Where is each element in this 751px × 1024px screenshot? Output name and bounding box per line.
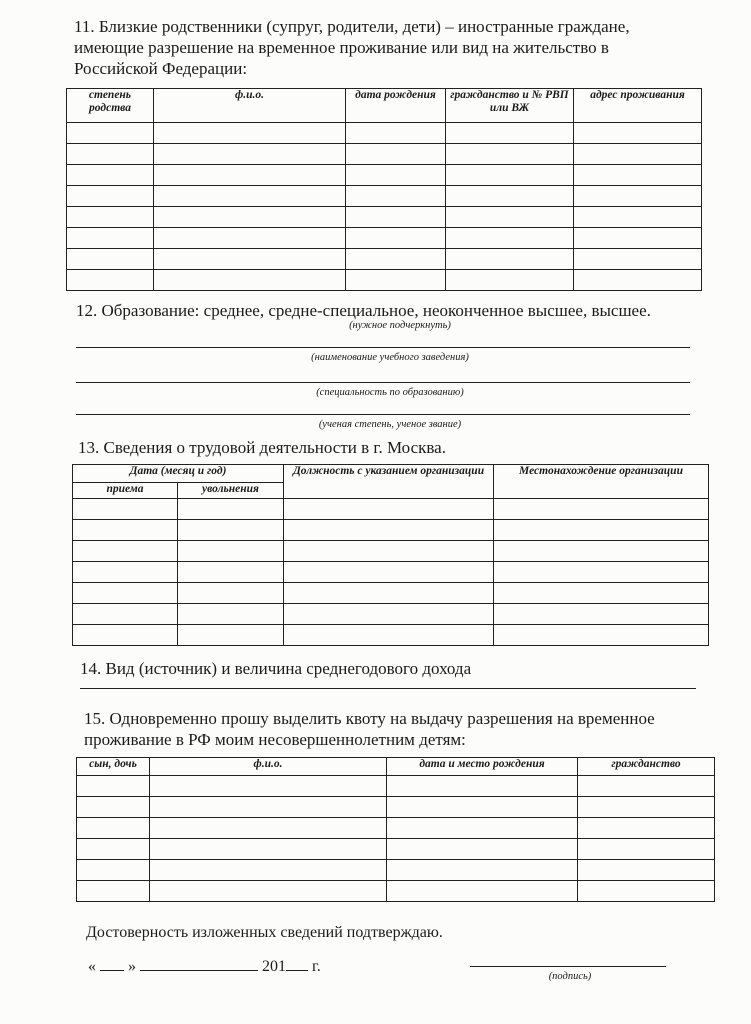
employment-header-hire: приема [73, 483, 178, 499]
table-cell[interactable] [494, 604, 709, 625]
table-cell[interactable] [178, 520, 284, 541]
table-cell[interactable] [73, 499, 178, 520]
table-cell[interactable] [77, 881, 150, 902]
year-prefix: 201 [262, 958, 286, 975]
table-cell[interactable] [150, 797, 387, 818]
table-cell[interactable] [77, 839, 150, 860]
table-cell[interactable] [154, 249, 346, 270]
table-cell[interactable] [67, 144, 154, 165]
table-cell[interactable] [178, 583, 284, 604]
note-institution: (наименование учебного заведения) [311, 352, 469, 363]
signature-note: (подпись) [548, 971, 592, 982]
employment-table [72, 464, 709, 646]
table-cell[interactable] [77, 860, 150, 881]
table-row[interactable] [77, 860, 715, 881]
declaration-text: Достоверность изложенных сведений подтверждаю. [86, 924, 443, 941]
table-row[interactable] [77, 839, 715, 860]
table-cell[interactable] [574, 228, 702, 249]
table-cell[interactable] [346, 123, 446, 144]
month-field[interactable] [140, 956, 258, 971]
table-cell[interactable] [387, 881, 578, 902]
table-cell[interactable] [494, 541, 709, 562]
employment-header-position: Должность с указанием организации [284, 465, 494, 499]
table-row[interactable] [73, 499, 709, 520]
table-cell[interactable] [178, 562, 284, 583]
table-cell[interactable] [73, 541, 178, 562]
table-row[interactable] [67, 249, 702, 270]
table-cell[interactable] [150, 881, 387, 902]
table-cell[interactable] [77, 776, 150, 797]
date-line [88, 956, 321, 976]
table-cell[interactable] [154, 207, 346, 228]
note-specialty: (специальность по образованию) [316, 387, 464, 398]
table-row[interactable] [67, 228, 702, 249]
table-row[interactable] [73, 562, 709, 583]
table-cell[interactable] [178, 625, 284, 646]
table-cell[interactable] [446, 270, 574, 291]
section-15-title-line1: 15. Одновременно прошу выделить квоту на выдачу разрешения на временное [84, 709, 655, 728]
table-cell[interactable] [73, 604, 178, 625]
table-cell[interactable] [578, 881, 715, 902]
table-cell[interactable] [67, 207, 154, 228]
table-cell[interactable] [73, 625, 178, 646]
table-cell[interactable] [150, 776, 387, 797]
employment-header-dismissal: увольнения [178, 483, 284, 499]
table-row[interactable] [67, 207, 702, 228]
table-cell[interactable] [284, 520, 494, 541]
table-cell[interactable] [446, 207, 574, 228]
table-row[interactable] [67, 186, 702, 207]
signature-line[interactable] [470, 966, 666, 967]
table-row[interactable] [77, 818, 715, 839]
table-cell[interactable] [494, 583, 709, 604]
children-header-citizenship: гражданство [578, 758, 715, 776]
table-cell[interactable] [578, 776, 715, 797]
institution-line[interactable] [76, 347, 690, 348]
section-11-title-line3: Российской Федерации: [74, 59, 248, 78]
table-cell[interactable] [578, 839, 715, 860]
table-cell[interactable] [574, 207, 702, 228]
table-cell[interactable] [284, 625, 494, 646]
table-cell[interactable] [346, 165, 446, 186]
table-cell[interactable] [346, 186, 446, 207]
table-cell[interactable] [178, 541, 284, 562]
table-cell[interactable] [67, 123, 154, 144]
table-row[interactable] [73, 583, 709, 604]
table-cell[interactable] [387, 776, 578, 797]
table-row[interactable] [67, 144, 702, 165]
employment-header-location: Местонахождение организации [494, 465, 709, 499]
table-cell[interactable] [67, 186, 154, 207]
table-cell[interactable] [284, 541, 494, 562]
table-cell[interactable] [446, 249, 574, 270]
table-row[interactable] [77, 881, 715, 902]
table-row[interactable] [67, 123, 702, 144]
table-row[interactable] [67, 165, 702, 186]
table-cell[interactable] [284, 499, 494, 520]
table-cell[interactable] [494, 520, 709, 541]
year-suffix: г. [312, 958, 321, 975]
quote-open: « [88, 958, 96, 975]
table-cell[interactable] [67, 270, 154, 291]
table-cell[interactable] [578, 860, 715, 881]
table-cell[interactable] [346, 249, 446, 270]
table-cell[interactable] [67, 249, 154, 270]
table-cell[interactable] [387, 797, 578, 818]
table-cell[interactable] [446, 186, 574, 207]
table-cell[interactable] [178, 604, 284, 625]
section-15-title-line2: проживание в РФ моим несовершеннолетним детям: [84, 730, 466, 749]
section-11-title-line1: 11. Близкие родственники (супруг, родители, дети) – иностранные граждане, [74, 17, 630, 36]
table-cell[interactable] [284, 583, 494, 604]
section-12-title: 12. Образование: среднее, средне-специальное, неоконченное высшее, высшее. [76, 301, 651, 320]
table-cell[interactable] [154, 228, 346, 249]
table-cell[interactable] [284, 562, 494, 583]
table-cell[interactable] [387, 818, 578, 839]
table-cell[interactable] [494, 625, 709, 646]
table-cell[interactable] [154, 144, 346, 165]
table-cell[interactable] [154, 123, 346, 144]
note-underline-needed: (нужное подчеркнуть) [349, 320, 451, 331]
table-cell[interactable] [73, 562, 178, 583]
children-header-relation: сын, дочь [77, 758, 150, 776]
table-cell[interactable] [578, 818, 715, 839]
table-row[interactable] [73, 604, 709, 625]
section-11-title-line2: имеющие разрешение на временное проживание или вид на жительство в [74, 38, 609, 57]
section-13-title: 13. Сведения о трудовой деятельности в г. Москва. [78, 438, 446, 457]
table-cell[interactable] [67, 228, 154, 249]
table-cell[interactable] [73, 583, 178, 604]
table-cell[interactable] [178, 499, 284, 520]
table-cell[interactable] [284, 604, 494, 625]
employment-header-date: Дата (месяц и год) [73, 465, 284, 483]
table-cell[interactable] [346, 228, 446, 249]
table-row[interactable] [73, 541, 709, 562]
table-row[interactable] [77, 776, 715, 797]
table-cell[interactable] [150, 860, 387, 881]
children-header-name: ф.и.о. [150, 758, 387, 776]
table-cell[interactable] [387, 839, 578, 860]
table-cell[interactable] [446, 144, 574, 165]
relatives-header-birthdate: дата рождения [346, 89, 446, 123]
table-cell[interactable] [578, 797, 715, 818]
relatives-header-relation: степень родства [67, 89, 154, 123]
table-cell[interactable] [150, 839, 387, 860]
table-cell[interactable] [574, 249, 702, 270]
table-cell[interactable] [574, 165, 702, 186]
quote-close: » [128, 958, 136, 975]
table-cell[interactable] [346, 207, 446, 228]
table-cell[interactable] [446, 165, 574, 186]
table-row[interactable] [67, 270, 702, 291]
table-cell[interactable] [346, 144, 446, 165]
table-cell[interactable] [574, 144, 702, 165]
table-cell[interactable] [73, 520, 178, 541]
table-cell[interactable] [67, 165, 154, 186]
children-table [76, 757, 715, 902]
relatives-header-name: ф.и.о. [154, 89, 346, 123]
table-row[interactable] [73, 520, 709, 541]
table-row[interactable] [77, 797, 715, 818]
section-14-title: 14. Вид (источник) и величина среднегодового дохода [80, 659, 472, 678]
children-header-birth: дата и место рождения [387, 758, 578, 776]
note-degree: (ученая степень, ученое звание) [318, 419, 462, 430]
day-field[interactable] [100, 956, 124, 971]
table-cell[interactable] [154, 186, 346, 207]
table-cell[interactable] [77, 797, 150, 818]
table-cell[interactable] [574, 270, 702, 291]
table-cell[interactable] [574, 186, 702, 207]
relatives-table [66, 88, 702, 291]
table-cell[interactable] [77, 818, 150, 839]
table-cell[interactable] [574, 123, 702, 144]
table-cell[interactable] [346, 270, 446, 291]
table-cell[interactable] [446, 228, 574, 249]
relatives-header-citizenship: гражданство и № РВП или ВЖ [446, 89, 574, 123]
income-line[interactable] [80, 688, 696, 689]
table-cell[interactable] [494, 562, 709, 583]
table-cell[interactable] [446, 123, 574, 144]
table-cell[interactable] [494, 499, 709, 520]
year-field[interactable] [286, 956, 308, 971]
table-cell[interactable] [154, 165, 346, 186]
table-cell[interactable] [387, 860, 578, 881]
degree-line[interactable] [76, 414, 690, 415]
specialty-line[interactable] [76, 382, 690, 383]
table-cell[interactable] [154, 270, 346, 291]
table-cell[interactable] [150, 818, 387, 839]
relatives-header-address: адрес проживания [574, 89, 702, 123]
table-row[interactable] [73, 625, 709, 646]
